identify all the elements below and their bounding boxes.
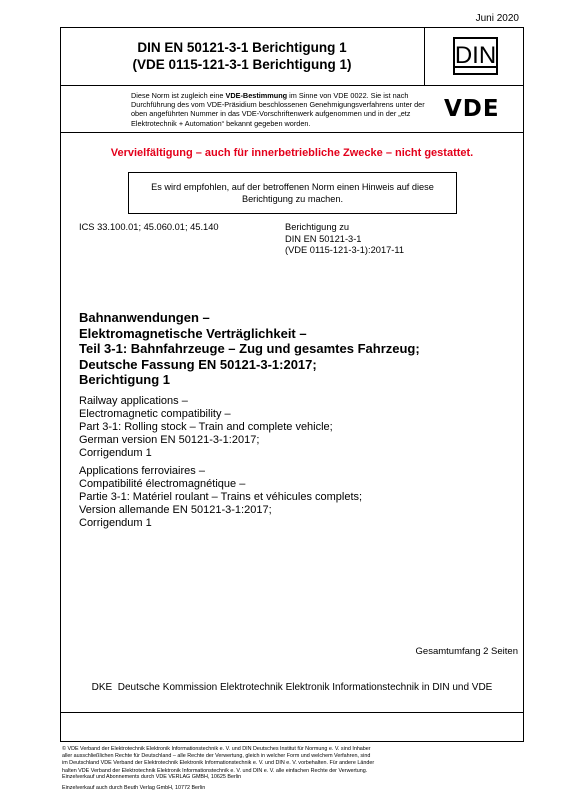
english-title-line: Electromagnetic compatibility – [79,408,231,420]
din-logo [453,37,498,75]
standard-title-cell [60,27,425,85]
german-title-line: Teil 3-1: Bahnfahrzeuge – Zug und gesamtes Fahrzeug; [79,341,420,356]
copyright-notice [62,746,532,775]
copyright-line: © VDE Verband der Elektrotechnik Elektronik Informationstechnik e. V. und DIN Deutsches Institut für Normung e. V. sind Inhaber [62,746,371,752]
english-title-line: Corrigendum 1 [79,447,152,459]
german-title-line: Berichtigung 1 [79,372,171,387]
hint-box [128,172,457,214]
copy-warning: Vervielfältigung – auch für innerbetriebliche Zwecke – nicht gestattet. [110,147,474,159]
english-title [79,395,333,460]
ics-codes: ICS 33.100.01; 45.060.01; 45.140 [79,222,219,232]
copyright-line: im Deutschland VDE Verband der Elektrotechnik Elektronik Informationstechnik e. V. und DIN e. V. vorbehalten. Für andere Länder [62,760,375,767]
footer-divider [60,712,524,713]
vde-note-post: im Sinne von VDE 0022. Sie ist nach Durchführung des vom VDE-Präsidium beschlossenen Genehmigungsverfahrens unter der oben angeführten Nummer in das VDE-Vorschriftenwerk aufgenommen und in der „etz Elektrotechnik + Automation“ bekannt gegeben worden. [131,91,425,128]
vde-note-pre: Diese Norm ist zugleich eine [131,91,226,100]
english-title-line: Railway applications – [79,395,188,407]
vde-number: (VDE 0115-121-3-1 Berichtigung 1) [132,57,352,72]
french-title-line: Version allemande EN 50121-3-1:2017; [79,504,272,516]
french-title-line: Compatibilité électromagnétique – [79,478,246,490]
english-title-line: Part 3-1: Rolling stock – Train and complete vehicle; [79,421,333,433]
german-title [79,310,420,388]
corrigendum-reference [285,222,404,257]
vde-logo: VDE [444,96,500,122]
dke-text: DKE Deutsche Kommission Elektrotechnik Elektronik Informationstechnik in DIN und VDE [91,682,493,693]
reference-line: Berichtigung zu [285,222,350,232]
french-title-line: Partie 3-1: Matériel roulant – Trains et véhicules complets; [79,491,363,503]
english-title-line: German version EN 50121-3-1:2017; [79,434,260,446]
reference-line: DIN EN 50121-3-1 [285,233,362,244]
german-title-line: Deutsche Fassung EN 50121-3-1:2017; [79,356,317,372]
hint-text: Es wird empfohlen, auf der betroffenen Norm einen Hinweis auf diese Berichtigung zu machen. [151,182,434,204]
sales-vde-verlag: Einzelverkauf und Abonnements durch VDE VERLAG GMBH, 10625 Berlin [62,774,242,780]
vde-row [60,86,524,133]
german-title-line: Bahnanwendungen – [79,310,210,325]
vde-determination-note [131,91,433,128]
german-title-line: Elektromagnetische Verträglichkeit – [79,325,307,341]
reference-line: (VDE 0115-121-3-1):2017-11 [285,245,405,255]
french-title [79,465,362,530]
din-logo-text: DIN [454,42,497,69]
publication-date: Juni 2020 [475,13,519,24]
total-pages: Gesamtumfang 2 Seiten [415,646,518,657]
sales-beuth-verlag: Einzelverkauf auch durch Beuth Verlag GmbH, 10772 Berlin [62,785,206,791]
copyright-line: aller ausschließlichen Rechte für Deutschland – alle Rechte der Verwertung, gleich in welcher Form und welchem Verfahren, sind [62,753,371,760]
copyright-line: halten VDE Verband der Elektrotechnik Elektronik Informationstechnik e. V. und DIN e. V. alle einfachen Rechte der Verwertung. [62,767,368,774]
french-title-line: Corrigendum 1 [79,517,152,529]
header-row [60,27,524,86]
dke-line [60,682,524,693]
french-title-line: Applications ferroviaires – [79,465,205,477]
vde-note-bold: VDE-Bestimmung [225,91,288,100]
standard-number: DIN EN 50121-3-1 Berichtigung 1 [137,40,347,55]
